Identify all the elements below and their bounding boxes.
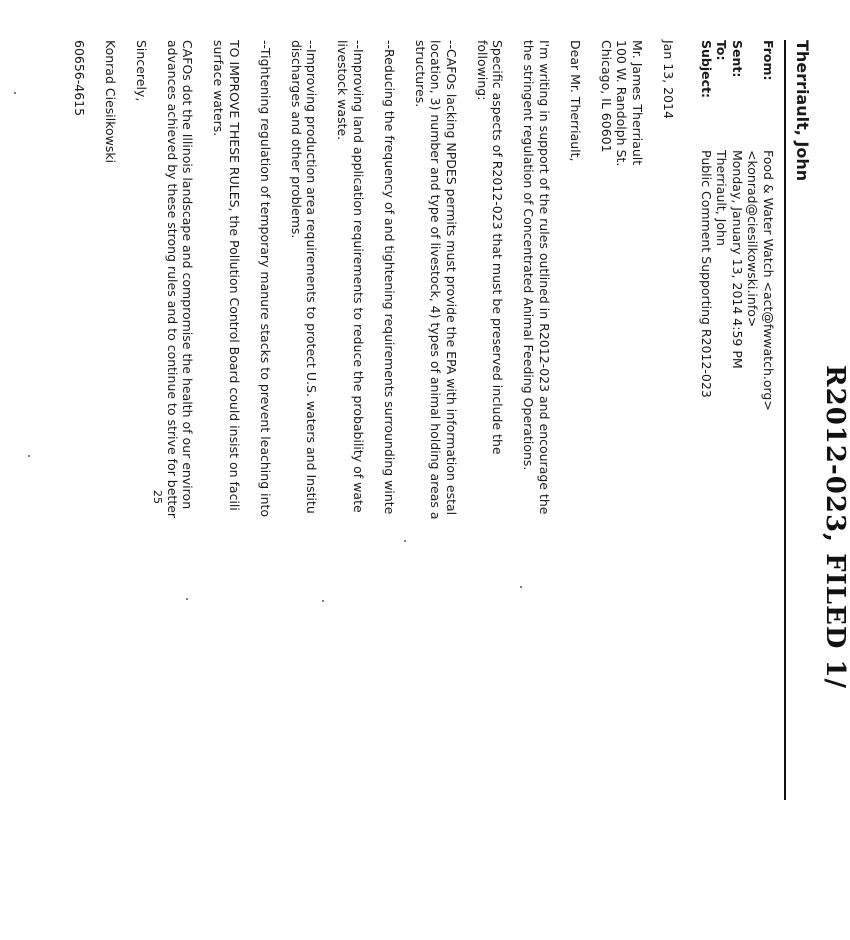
bullet-line: structures. [413, 40, 428, 108]
paragraph-line: Specific aspects of R2012-023 that must be preserved include the [490, 40, 506, 455]
to-label: To: [714, 40, 730, 61]
sent-label: Sent: [730, 40, 745, 78]
paragraph-line: surface waters. [211, 40, 227, 137]
filing-stamp: R2012-023, FILED 1/ [820, 365, 850, 690]
letter-date: Jan 13, 2014 [661, 40, 676, 119]
bullet-line: --CAFOs lacking NPDES permits must provide the EPA with information estal [444, 40, 459, 516]
from-value: Food & Water Watch <act@fwwatch.org> [761, 150, 776, 411]
closing: Sincerely, [134, 40, 149, 102]
signer-name: Konrad Ciesilkowski [103, 40, 118, 164]
signer-zip: 60656-4615 [72, 40, 87, 117]
paragraph-line: advances achieved by these strong rules and to continue to strive for better [165, 40, 180, 519]
bullet-line: discharges and other problems. [289, 40, 304, 239]
bullet-line: --Improving production area requirements to protect U.S. waters and Institu [304, 40, 320, 514]
bullet-line: --Tightening regulation of temporary manure stacks to prevent leaching into [258, 40, 273, 518]
from-row-2 [745, 40, 761, 800]
header-rule [784, 40, 786, 800]
scan-speck [322, 600, 324, 602]
paragraph-line: TO IMPROVE THESE RULES, the Pollution Control Board could insist on facili [227, 40, 242, 511]
to-row [714, 40, 730, 800]
sent-row [730, 40, 746, 800]
paragraph-line: the stringent regulation of Concentrated Animal Feeding Operations. [521, 40, 537, 471]
page-number: 25 [151, 490, 164, 504]
subject-row [699, 40, 715, 800]
scan-speck [186, 598, 188, 600]
bullet-line: livestock waste. [335, 40, 351, 141]
scan-speck [520, 586, 522, 588]
paragraph-line: I'm writing in support of the rules outlined in R2012-023 and encourage the [537, 40, 552, 515]
scan-speck [14, 92, 16, 94]
salutation: Dear Mr. Therriault, [568, 40, 583, 162]
from-row [761, 40, 777, 800]
from-email: <konrad@ciesilkowski.info> [745, 150, 761, 328]
to-value: Therriault, John [714, 150, 730, 246]
address-line: 100 W. Randolph St. [614, 40, 630, 167]
email-header [699, 40, 777, 800]
address-line: Mr. James Therriault [630, 40, 645, 166]
bullet-line: location, 3) number and type of livestock, 4) types of animal holding areas a [428, 40, 444, 520]
bullet-line: --Improving land application requirements to reduce the probability of wate [351, 40, 366, 513]
subject-value: Public Comment Supporting R2012-023 [699, 150, 714, 398]
subject-label: Subject: [699, 40, 714, 98]
scan-speck [404, 540, 406, 542]
recipient-name-heading: Therriault, John [793, 40, 812, 182]
paragraph-line: following: [475, 40, 490, 101]
sent-value: Monday, January 13, 2014 4:59 PM [730, 150, 745, 369]
rotated-letter [50, 40, 850, 690]
address-line: Chicago, IL 60601 [599, 40, 614, 153]
paragraph-line: CAFOs dot the Illinois landscape and compromise the health of our environ [180, 40, 196, 510]
from-label: From: [761, 40, 776, 81]
bullet-line: --Reducing the frequency of and tightening requirements surrounding winte [382, 40, 397, 515]
scan-speck [28, 455, 30, 457]
